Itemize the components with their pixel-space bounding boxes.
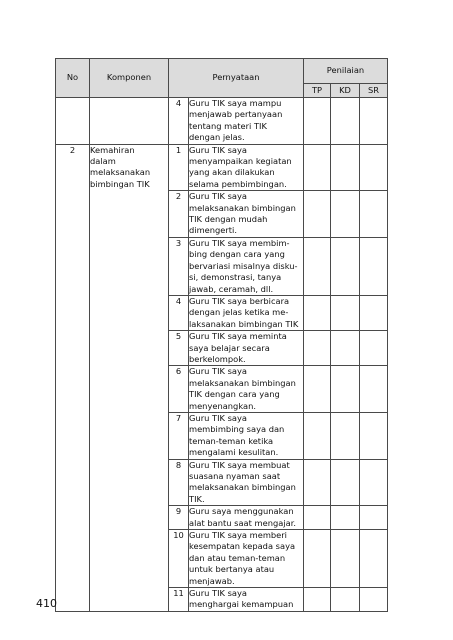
statement-line: menyenangkan. [189,400,256,411]
statement-text [189,459,304,506]
statement-text [189,144,304,191]
statement-line: dimengerti. [189,225,237,236]
item-number: 4 [169,295,189,330]
rating-cell-tp[interactable] [304,530,331,588]
statement-line: berkelompok. [189,353,246,364]
statement-line: Guru TIK saya [189,412,247,423]
rating-cell-kd[interactable] [331,530,360,588]
rating-cell-tp[interactable] [304,588,331,612]
table-row [56,144,388,191]
rating-cell-kd[interactable] [331,412,360,459]
statement-line: yang akan dilakukan [189,167,275,178]
statement-line: TIK dengan cara yang [189,389,280,400]
section-number: 2 [56,144,90,611]
rating-cell-tp[interactable] [304,237,331,295]
header-component: Komponen [90,59,169,98]
item-number: 5 [169,331,189,366]
statement-line: mengalami kesulitan. [189,447,279,458]
page-number: 410 [36,597,57,610]
statement-line: si, demonstrasi, tanya [189,272,282,283]
statement-line: menjawab. [189,575,235,586]
rating-cell-sr[interactable] [360,506,388,530]
rating-cell-kd[interactable] [331,191,360,238]
rating-cell-kd[interactable] [331,588,360,612]
statement-line: dengan jelas ketika me- [189,307,289,318]
item-number: 8 [169,459,189,506]
rating-cell-kd[interactable] [331,98,360,145]
component-line: dalam [90,156,116,167]
statement-text [189,506,304,530]
header-kd: KD [331,84,360,98]
component-name [90,144,169,611]
statement-line: membimbing saya dan [189,424,285,435]
rating-cell-tp[interactable] [304,144,331,191]
rating-cell-tp[interactable] [304,295,331,330]
statement-line: alat bantu saat mengajar. [189,517,296,528]
statement-line: selama pembimbingan. [189,178,287,189]
statement-line: melaksanakan bimbingan [189,202,296,213]
statement-line: Guru TIK saya mampu [189,98,282,108]
header-sr: SR [360,84,388,98]
statement-line: TIK. [189,493,205,504]
statement-line: menghargai kemampuan [189,599,294,610]
rating-cell-sr[interactable] [360,366,388,413]
item-number: 6 [169,366,189,413]
rating-cell-kd[interactable] [331,144,360,191]
item-number: 4 [169,98,189,145]
item-number: 7 [169,412,189,459]
rating-cell-tp[interactable] [304,506,331,530]
statement-line: Guru TIK saya membim- [189,237,290,248]
rating-cell-tp[interactable] [304,366,331,413]
header-no: No [56,59,90,98]
header-statement: Pernyataan [169,59,304,98]
statement-text [189,412,304,459]
rating-cell-sr[interactable] [360,295,388,330]
statement-line: tentang materi TIK [189,120,267,131]
statement-line: melaksanakan bimbingan [189,377,296,388]
statement-line: Guru TIK saya [189,366,247,377]
rating-cell-kd[interactable] [331,295,360,330]
rating-cell-kd[interactable] [331,331,360,366]
rating-cell-tp[interactable] [304,459,331,506]
component-line: melaksanakan [90,167,151,178]
statement-line: Guru TIK saya membuat [189,459,290,470]
statement-line: Guru TIK saya memberi [189,530,287,541]
statement-line: Guru TIK saya [189,191,247,202]
statement-text [189,331,304,366]
statement-text [189,366,304,413]
statement-line: suasana nyaman saat [189,471,281,481]
rating-cell-kd[interactable] [331,237,360,295]
rating-cell-sr[interactable] [360,191,388,238]
statement-text [189,588,304,612]
rating-cell-sr[interactable] [360,459,388,506]
rating-cell-kd[interactable] [331,366,360,413]
rating-cell-tp[interactable] [304,98,331,145]
item-number: 9 [169,506,189,530]
statement-line: teman-teman ketika [189,435,274,446]
item-number: 3 [169,237,189,295]
no-cell [56,98,90,145]
rating-cell-sr[interactable] [360,237,388,295]
statement-line: menyampaikan kegiatan [189,156,292,167]
rating-cell-sr[interactable] [360,144,388,191]
rating-cell-sr[interactable] [360,588,388,612]
statement-line: saya belajar secara [189,342,270,353]
statement-line: dan atau teman-teman [189,552,286,563]
rating-cell-tp[interactable] [304,412,331,459]
statement-line: melaksanakan bimbingan [189,482,296,493]
statement-line: untuk bertanya atau [189,564,275,575]
statement-line: menjawab pertanyaan [189,109,283,120]
statement-text [189,191,304,238]
rating-cell-tp[interactable] [304,331,331,366]
item-number: 1 [169,144,189,191]
rating-cell-kd[interactable] [331,506,360,530]
rating-cell-sr[interactable] [360,412,388,459]
statement-line: Guru TIK saya [189,588,247,599]
table-row [56,98,388,145]
statement-line: Guru TIK saya [189,144,247,155]
statement-line: Guru saya menggunakan [189,506,294,517]
rating-cell-sr[interactable] [360,530,388,588]
rating-cell-tp[interactable] [304,191,331,238]
component-line: Kemahiran [90,144,135,155]
statement-line: laksanakan bimbingan TIK [189,318,299,329]
statement-text [189,295,304,330]
item-number: 11 [169,588,189,612]
rating-cell-sr[interactable] [360,98,388,145]
statement-line: TIK dengan mudah [189,214,268,225]
item-number: 10 [169,530,189,588]
statement-line: jawab, ceramah, dll. [189,283,274,294]
statement-line: kesempatan kepada saya [189,541,296,552]
header-tp: TP [304,84,331,98]
statement-text [189,530,304,588]
rating-cell-sr[interactable] [360,331,388,366]
statement-text [189,237,304,295]
statement-text [189,98,304,145]
item-number: 2 [169,191,189,238]
statement-line: Guru TIK saya meminta [189,331,287,342]
statement-line: bing dengan cara yang [189,249,285,260]
statement-line: dengan jelas. [189,132,245,143]
statement-line: bervariasi misalnya disku- [189,260,298,271]
statement-line: Guru TIK saya berbicara [189,295,290,306]
component-line: bimbingan TIK [90,178,150,189]
header-rating: Penilaian [304,59,388,84]
component-cell [90,98,169,145]
rating-cell-kd[interactable] [331,459,360,506]
questionnaire-table [55,58,388,612]
